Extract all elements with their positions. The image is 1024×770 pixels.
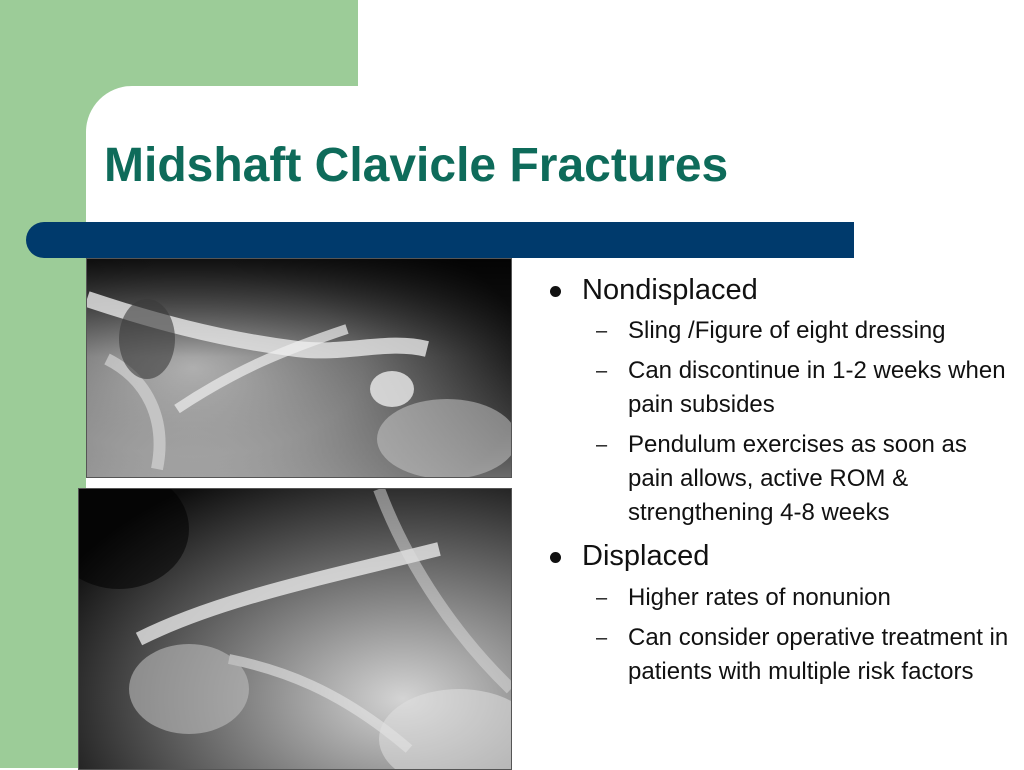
bullet-list xyxy=(548,272,1018,689)
title-underline-bar xyxy=(26,222,854,258)
sub-bullet-list xyxy=(582,581,1018,689)
bullet-nondisplaced xyxy=(548,272,1018,530)
sub-bullet: – Can discontinue in 1-2 weeks when pain subsides xyxy=(596,357,1006,419)
bullet-dot xyxy=(550,552,561,563)
sub-bullet: – Pendulum exercises as soon as pain allows, active ROM & strengthening 4-8 weeks xyxy=(596,431,967,527)
xray-image-bottom xyxy=(78,488,512,770)
xray-image-top xyxy=(86,258,512,478)
sub-bullet: – Can consider operative treatment in patients with multiple risk factors xyxy=(596,623,1009,685)
sub-bullet-list xyxy=(582,314,1018,530)
bullet-label: Displaced xyxy=(582,540,710,573)
slide-title: Midshaft Clavicle Fractures xyxy=(104,139,729,192)
sub-bullet: – Higher rates of nonunion xyxy=(596,583,891,611)
bullet-label: Nondisplaced xyxy=(582,274,758,306)
bullet-dot xyxy=(550,286,561,297)
sub-bullet: – Sling /Figure of eight dressing xyxy=(596,317,946,345)
bullet-displaced xyxy=(548,538,1018,688)
